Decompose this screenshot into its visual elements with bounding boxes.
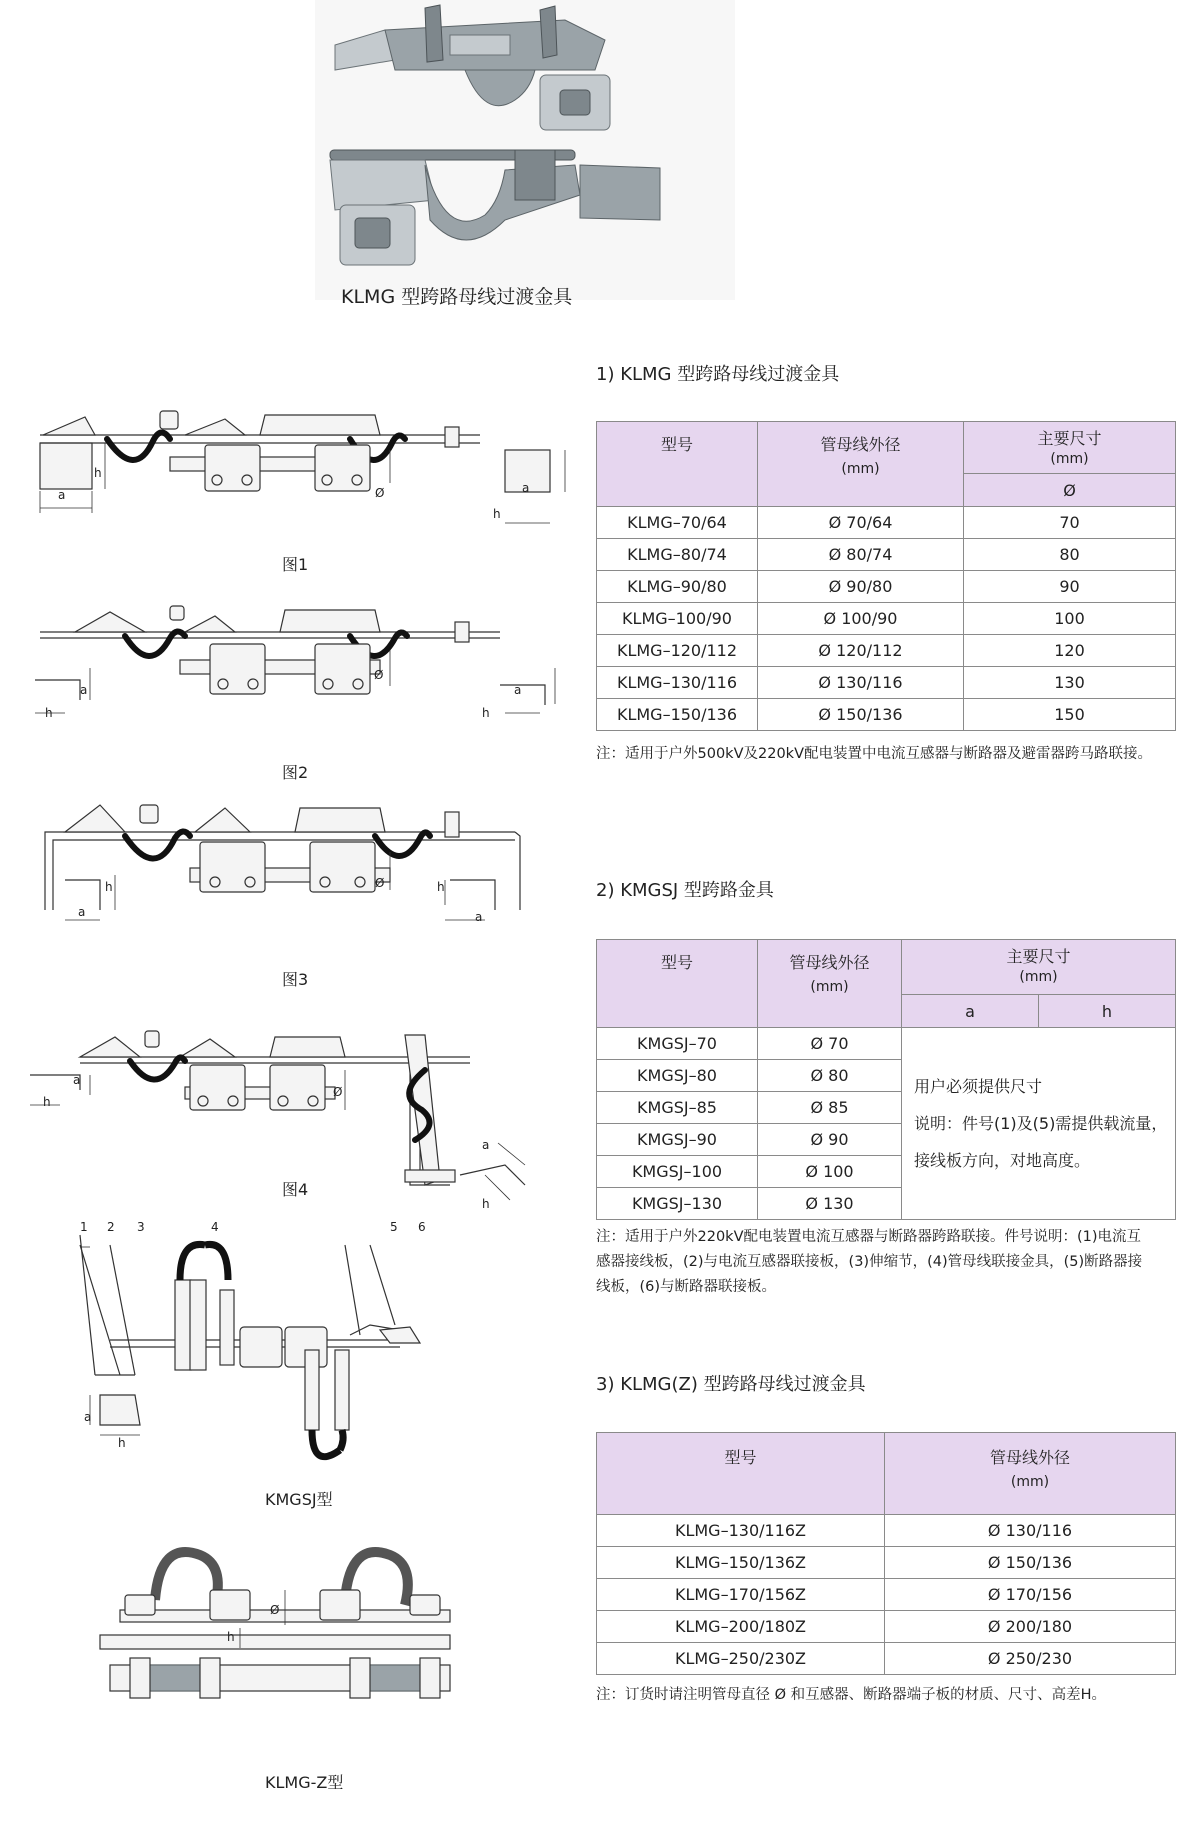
table-row: KMGSJ–90 Ø 90	[597, 1124, 1176, 1156]
table-row: KMGSJ–100 Ø 100	[597, 1156, 1176, 1188]
figure-3-drawing	[45, 800, 585, 930]
section-2-note: 注：适用于户外220kV配电装置电流互感器与断路器跨路联接。件号说明：(1)电流互 感器接线板，(2)与电流互感器联接板，(3)伸缩节，(4)管母线联接金具，(5)断路器接 线板，(6)与断路器联接板。	[596, 1229, 1143, 1295]
s2-header-a: a	[902, 995, 1039, 1028]
table-row: KLMG–150/136Z Ø 150/136	[597, 1547, 1176, 1579]
dim-a2-fig4: a	[482, 1138, 490, 1152]
product-photo	[315, 0, 735, 300]
photo-caption: KLMG 型跨路母线过渡金具	[341, 286, 573, 308]
dim-a2-fig2: a	[514, 683, 522, 697]
table-row: KLMG–200/180Z Ø 200/180	[597, 1611, 1176, 1643]
section-3-note: 注：订货时请注明管母直径 Ø 和互感器、断路器端子板的材质、尺寸、高差H。	[596, 1687, 1107, 1703]
dim-a-fig1: a	[58, 488, 66, 502]
figure-3-label: 图3	[282, 970, 309, 989]
dim-a-fig4: a	[73, 1073, 81, 1087]
table-row: KLMG–130/116Z Ø 130/116	[597, 1515, 1176, 1547]
dim-h2-fig4: h	[482, 1197, 490, 1211]
dim-a-kmgsj: a	[84, 1410, 92, 1424]
s3-header-model: 型号	[597, 1433, 885, 1515]
section-1-note: 注：适用于户外500kV及220kV配电装置中电流互感器与断路器及避雷器跨马路联接。	[596, 746, 1152, 762]
part-number-2: 2	[107, 1220, 115, 1234]
dim-a-fig2: a	[80, 683, 88, 697]
figure-2-drawing	[35, 600, 575, 730]
part-number-1: 1	[80, 1220, 88, 1234]
figure-2-label: 图2	[282, 763, 309, 782]
table-row: KLMG–80/74 Ø 80/74 80	[597, 539, 1176, 571]
dim-a2-fig1: a	[522, 481, 530, 495]
dim-phi-fig1: Ø	[375, 486, 385, 500]
s2-header-diameter: 管母线外径 (mm)	[758, 940, 902, 1028]
dim-h2-fig3: h	[437, 880, 445, 894]
kmgsj-label: KMGSJ型	[265, 1490, 333, 1509]
dim-h-fig3: h	[105, 880, 113, 894]
table-row: KLMG–70/64 Ø 70/64 70	[597, 507, 1176, 539]
table-row: KLMG–250/230Z Ø 250/230	[597, 1643, 1176, 1675]
table-row: KMGSJ–80 Ø 80	[597, 1060, 1176, 1092]
s2-header-main-dim: 主要尺寸 (mm)	[902, 940, 1176, 995]
dim-h2-fig2: h	[482, 706, 490, 720]
dim-h-klmgz: h	[227, 1630, 235, 1644]
part-number-6: 6	[418, 1220, 426, 1234]
s2-header-h: h	[1039, 995, 1176, 1028]
part-number-3: 3	[137, 1220, 145, 1234]
part-number-5: 5	[390, 1220, 398, 1234]
table-row: KLMG–100/90 Ø 100/90 100	[597, 603, 1176, 635]
s1-header-phi: Ø	[964, 474, 1176, 507]
section-3-title: 3) KLMG(Z) 型跨路母线过渡金具	[596, 1374, 866, 1395]
dim-h-kmgsj: h	[118, 1436, 126, 1450]
figure-1-label: 图1	[282, 555, 309, 574]
table-row: KLMG–150/136 Ø 150/136 150	[597, 699, 1176, 731]
section-1-title: 1) KLMG 型跨路母线过渡金具	[596, 364, 840, 385]
table-row: KLMG–170/156Z Ø 170/156	[597, 1579, 1176, 1611]
table-row: KLMG–120/112 Ø 120/112 120	[597, 635, 1176, 667]
s1-header-main-dim: 主要尺寸 (mm)	[964, 422, 1176, 474]
dim-phi-klmgz: Ø	[270, 1603, 280, 1617]
dim-phi-fig4: Ø	[333, 1085, 343, 1099]
s1-header-model: 型号	[597, 422, 758, 507]
klmgz-label: KLMG-Z型	[265, 1773, 344, 1792]
table-row: KMGSJ–85 Ø 85	[597, 1092, 1176, 1124]
table-row: KLMG–90/80 Ø 90/80 90	[597, 571, 1176, 603]
dim-h-fig4: h	[43, 1095, 51, 1109]
dim-a2-fig3: a	[475, 910, 483, 924]
table-row: KLMG–130/116 Ø 130/116 130	[597, 667, 1176, 699]
section-3-table	[596, 1432, 1176, 1675]
kmgsj-drawing	[80, 1235, 480, 1455]
klmgz-drawing	[100, 1530, 460, 1720]
dim-h2-fig1: h	[493, 507, 501, 521]
s2-header-model: 型号	[597, 940, 758, 1028]
section-1-table	[596, 421, 1176, 731]
figure-4-label: 图4	[282, 1180, 309, 1199]
dim-phi-fig2: Ø	[374, 668, 384, 682]
section-2-title: 2) KMGSJ 型跨路金具	[596, 880, 774, 901]
s1-header-diameter: 管母线外径 (mm)	[758, 422, 964, 507]
s2-merged-note: 用户必须提供尺寸 说明：件号(1)及(5)需提供载流量， 接线板方向，对地高度。	[902, 1028, 1176, 1220]
table-row: KMGSJ–130 Ø 130	[597, 1188, 1176, 1220]
s3-header-diameter: 管母线外径 (mm)	[885, 1433, 1176, 1515]
table-row: KMGSJ–70 Ø 70 用户必须提供尺寸 说明：件号(1)及(5)需提供载流量， 接线板方向，对地高度。	[597, 1028, 1176, 1060]
dim-h-fig1: h	[94, 466, 102, 480]
dim-a-fig3: a	[78, 905, 86, 919]
part-number-4: 4	[211, 1220, 219, 1234]
dim-phi-fig3: Ø	[375, 876, 385, 890]
section-2-table	[596, 939, 1176, 1220]
dim-h-fig2: h	[45, 706, 53, 720]
